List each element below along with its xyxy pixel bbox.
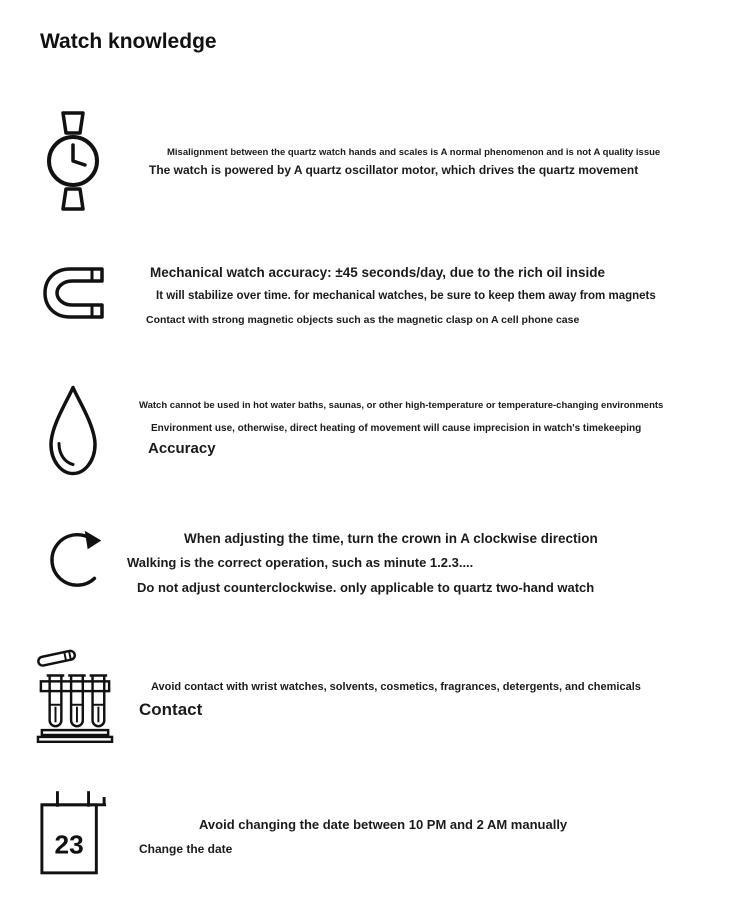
chemicals-icon — [36, 644, 114, 746]
section-quartz-line-2: The watch is powered by A quartz oscillator motor, which drives the quartz movement — [149, 163, 639, 177]
section-quartz-line-1: Misalignment between the quartz watch hands and scales is A normal phenomenon and is not A quality issue — [167, 147, 661, 158]
section-crown-line-2: Walking is the correct operation, such as minute 1.2.3.... — [127, 555, 474, 570]
clockwise-arrow-icon — [44, 519, 110, 595]
section-temperature-line-3: Accuracy — [148, 440, 216, 457]
quartz-watch-icon — [44, 110, 102, 212]
section-temperature-line-1: Watch cannot be used in hot water baths, saunas, or other high-temperature or temperature-changing environments — [139, 400, 664, 411]
magnet-icon — [42, 262, 106, 324]
section-crown-line-1: When adjusting the time, turn the crown in A clockwise direction — [184, 531, 598, 546]
section-chemicals-line-2: Contact — [139, 700, 203, 719]
page-title: Watch knowledge — [40, 30, 217, 53]
water-drop-icon — [42, 383, 104, 478]
section-magnet-line-3: Contact with strong magnetic objects such as the magnetic clasp on A cell phone case — [146, 314, 580, 326]
calendar-day-number: 23 — [54, 829, 84, 860]
section-crown-line-3: Do not adjust counterclockwise. only applicable to quartz two-hand watch — [137, 580, 595, 595]
section-magnet-line-2: It will stabilize over time. for mechanical watches, be sure to keep them away from magnets — [156, 290, 656, 302]
section-date-line-1: Avoid changing the date between 10 PM and 2 AM manually — [199, 817, 568, 832]
section-date-line-2: Change the date — [139, 842, 233, 856]
section-temperature-line-2: Environment use, otherwise, direct heating of movement will cause imprecision in watch's timekeeping — [151, 423, 642, 434]
section-magnet-line-1: Mechanical watch accuracy: ±45 seconds/day, due to the rich oil inside — [150, 265, 606, 280]
calendar-icon — [38, 787, 108, 879]
section-chemicals-line-1: Avoid contact with wrist watches, solvents, cosmetics, fragrances, detergents, and chemicals — [151, 681, 641, 693]
